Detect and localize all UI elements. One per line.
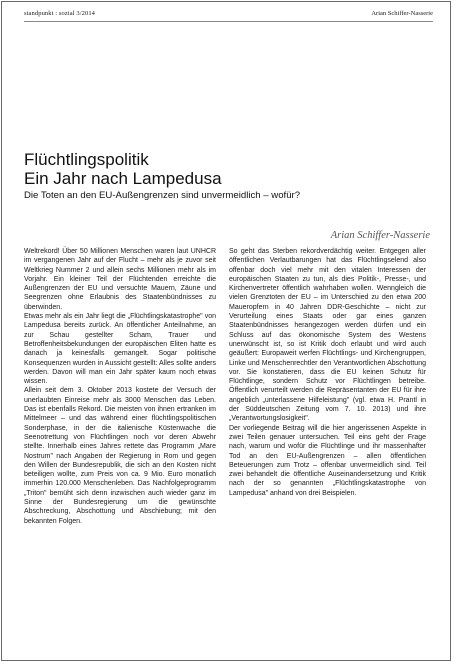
title-line-2: Ein Jahr nach Lampedusa — [24, 169, 222, 188]
article-author: Arian Schiffer-Nasserie — [330, 230, 430, 241]
article-subtitle: Die Toten an den EU-Außengrenzen sind unvermeidlich – wofür? — [24, 190, 301, 201]
right-column — [229, 247, 426, 498]
left-column — [24, 247, 216, 526]
paragraph: Etwas mehr als ein Jahr liegt die „Flüchtlingskatastrophe" von Lampedusa bereits zurück. An öffentlicher Anteilnahme, an zur Schau gestellter Scham, Trauer und Betroffenheitsbekundungen der europäischen Eliten hatte es danach ja keinesfalls gemangelt. Sogar politische Konsequenzen wurden in Aussicht gestellt: Alles sollte anders werden. Davon will man ein Jahr später kaum noch etwas wissen. — [24, 313, 216, 386]
header-rule — [24, 21, 433, 22]
paragraph: Allein seit dem 3. Oktober 2013 kostete der Versuch der unerlaubten Einreise mehr als 3000 Menschen das Leben. Das ist ebenfalls Rekord. Die meisten von ihnen ertranken im Mittelmeer – und das während einer flüchtlingspolitischen Sonderphase, in der die italienische Küstenwache die Seenotrettung von Flüchtlingen noch vor deren Abwehr stellte. Innerhalb eines Jahres rettete das Programm „Mare Nostrum" nach Angaben der Regierung in Rom und gegen den Willen der Bundesrepublik, die sich an den Kosten nicht beteiligen wollte, zum Preis von ca. 9 Mio. Euro monatlich immerhin 120.000 Menschenleben. Das Nachfolgeprogramm „Triton" bemüht sich denn inzwischen auch wieder ganz im Sinne der Bundesregierung um die gewünschte Abschreckung, Abschottung und Abschiebung; mit den bekannten Folgen. — [24, 387, 216, 525]
paragraph: So geht das Sterben rekordverdächtig weiter. Entgegen aller öffentlichen Verlautbarungen hat das Flüchtlingselend also offenbar doch viel mehr mit den vitalen Interessen der europäischen Staaten zu tun, als dies Politik-, Presse-, und Kirchenvertreter öffentlich wahrhaben wollen. Wenngleich die vielen Grenztoten der EU – im Unterschied zu den etwa 200 Maueropfern in 40 Jahren DDR-Geschichte – nicht zur Verurteilung eines Staats oder gar eines ganzen Staatenbündnisses herangezogen werden dürfen und ein Schluss auf das ökonomische System des Westens unerwünscht ist, so ist Kritik doch erlaubt und wird auch geäußert: Europaweit werfen Flüchtlings- und Kirchengruppen, Linke und Menschenrechtler den Verantwortlichen Abschottung vor. Sie konstatieren, dass die EU keinen Schutz für Flüchtlinge, sondern Schutz vor Flüchtlingen betreibe. Öffentlich verurteilt werden die Repräsentanten der EU für ihre angeblich „unterlassene Hilfeleistung" (vgl. etwa H. Prantl in der Süddeutschen Zeitung vom 7. 10. 2013) und ihre „Verantwortungslosigkeit". — [229, 248, 426, 423]
paragraph: Der vorliegende Beitrag will die hier angerissenen Aspekte in zwei Teilen genauer untersuchen. Teil eins geht der Frage nach, warum und wofür die Flüchtlinge und ihr massenhafter Tod an den EU-Außengrenzen – allen öffentlichen Beteuerungen zum Trotz – offenbar unvermeidlich sind. Teil zwei behandelt die öffentliche Auseinandersetzung und Kritik nach der so genannten „Flüchtlingskatastrophe von Lampedusa" anhand von drei Beispielen. — [229, 424, 426, 497]
paragraph: Weltrekord! Über 50 Millionen Menschen waren laut UNHCR im vergangenen Jahr auf der Flucht – mehr als je zuvor seit Weltkrieg Nummer 2 und allein sechs Millionen mehr als im Vorjahr. Ein kleiner Teil der Flüchtenden erreichte die Außengrenzen der EU und versuchte Mauern, Zäune und Seegrenzen ohne Erlaubnis des Staatenbündnisses zu überwinden. — [24, 248, 216, 311]
journal-header: standpunkt : sozial 3/2014 — [24, 10, 96, 17]
article-title — [24, 150, 222, 188]
author-header: Arian Schiffer-Nasserie — [371, 10, 433, 17]
title-line-1: Flüchtlingspolitik — [24, 150, 149, 169]
